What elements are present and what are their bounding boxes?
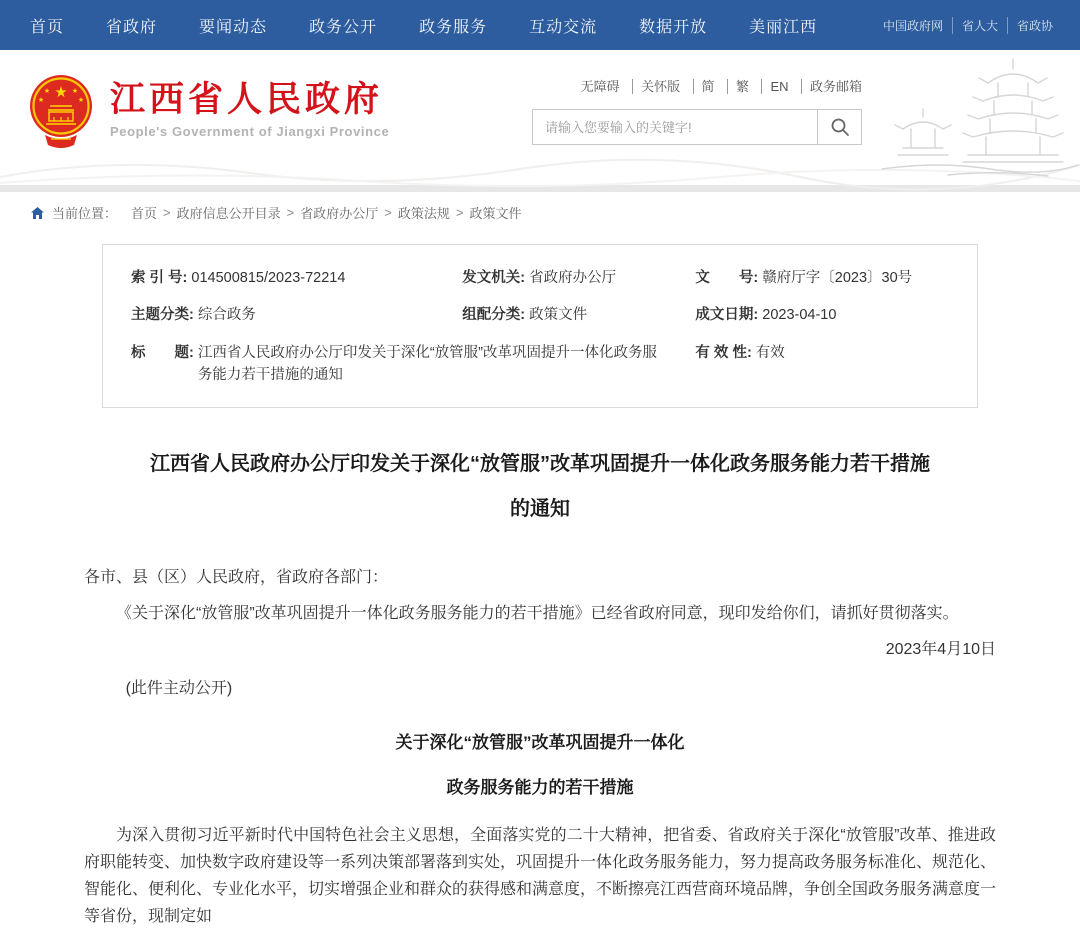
svg-text:★: ★ [43,88,51,95]
meta-issuing-agency [462,267,695,289]
meta-validity [695,342,949,387]
national-emblem-icon [26,72,96,148]
nav-external-links [874,17,1062,34]
link-care-version[interactable]: 关怀版 [632,79,688,94]
svg-text:★: ★ [54,84,68,101]
search-button[interactable] [817,110,861,144]
salutation: 各市、县（区）人民政府，省政府各部门： [84,568,389,586]
breadcrumb-general-office[interactable]: 省政府办公厅 [300,206,379,221]
document-body [84,564,996,930]
breadcrumb-label: 当前位置： [52,206,118,221]
meta-agency-value: 省政府办公厅 [529,270,617,286]
meta-topic-category [131,304,462,326]
nav-item-home[interactable]: 首页 [30,18,65,36]
meta-title-label: 标 题: [131,344,194,361]
nav-item-provincial-government[interactable]: 省政府 [106,18,158,36]
site-header [0,50,1080,185]
page-content [84,244,996,930]
link-accessibility[interactable]: 无障碍 [580,79,620,94]
meta-validity-value: 有效 [755,344,785,361]
breadcrumb-policy-documents[interactable]: 政策文件 [469,206,522,221]
meta-index-number [131,267,462,289]
link-gov-mailbox[interactable]: 政务邮箱 [801,79,862,94]
svg-text:★: ★ [77,97,85,104]
search-bar [532,109,862,145]
meta-index-label: 索 引 号: [131,270,188,286]
meta-topic-value: 综合政务 [197,307,256,324]
meta-group-category [462,304,695,326]
site-subtitle: People's Government of Jiangxi Province [110,124,390,140]
site-logo[interactable] [26,72,389,148]
link-provincial-congress[interactable]: 省人大 [952,17,1007,34]
link-provincial-cppcc[interactable]: 省政协 [1007,17,1062,34]
link-china-gov[interactable]: 中国政府网 [882,18,943,33]
meta-validity-label: 有 效 性: [695,344,752,361]
nav-item-beautiful-jiangxi[interactable]: 美丽江西 [749,18,818,36]
breadcrumb-disclosure-catalog[interactable]: 政府信息公开目录 [176,206,281,221]
paragraph-forwarding: 《关于深化“放管服”改革巩固提升一体化政务服务能力的若干措施》已经省政府同意，现印发给你们，请抓好贯彻落实。 [116,604,959,622]
breadcrumb-separator: > [455,205,464,220]
meta-group-value: 政策文件 [529,307,588,324]
document-title-line2: 的通知 [510,497,570,520]
nav-item-open-data[interactable]: 数据开放 [639,18,708,36]
nav-item-interaction[interactable]: 互动交流 [529,18,598,36]
divider-band [0,185,1080,192]
meta-docnum-value: 赣府厅字〔2023〕30号 [762,270,913,286]
document-meta-grid [131,267,949,387]
document-title [84,442,996,532]
meta-topic-label: 主题分类: [131,307,194,324]
utility-links [532,76,862,96]
site-title: 江西省人民政府 [110,79,384,119]
link-simplified-chinese[interactable]: 简 [693,79,723,94]
meta-document-number [695,267,949,289]
breadcrumb-separator: > [163,205,171,220]
breadcrumb-separator: > [384,205,392,220]
search-input[interactable] [533,110,817,144]
document-title-line1: 江西省人民政府办公厅印发关于深化“放管服”改革巩固提升一体化政务服务能力若干措施 [150,452,930,475]
breadcrumb-policies-regulations[interactable]: 政策法规 [397,206,450,221]
link-english[interactable]: EN [761,79,796,94]
measures-subtitle-line2: 政务服务能力的若干措施 [446,777,634,797]
meta-index-value: 014500815/2023-72214 [191,270,346,286]
link-traditional-chinese[interactable]: 繁 [727,79,757,94]
meta-date-value: 2023-04-10 [762,307,837,324]
search-icon [830,117,850,137]
home-icon [30,206,45,220]
breadcrumb-home[interactable]: 首页 [131,206,158,221]
svg-text:★: ★ [71,88,79,95]
tengwang-pavilion-sketch [878,53,1078,185]
disclosure-note: (此件主动公开) [125,679,233,697]
document-meta-box [102,244,978,408]
svg-text:★: ★ [37,97,45,104]
meta-group-label: 组配分类: [462,307,526,324]
nav-items [30,14,817,37]
meta-date-label: 成文日期: [695,307,759,324]
nav-item-gov-services[interactable]: 政务服务 [419,18,488,36]
meta-agency-label: 发文机关: [462,270,526,286]
nav-item-gov-disclosure[interactable]: 政务公开 [309,18,378,36]
top-navigation-bar [0,0,1080,50]
document-date: 2023年4月10日 [885,640,996,658]
meta-title-value: 江西省人民政府办公厅印发关于深化“放管服”改革巩固提升一体化政务服务能力若干措施的通知 [197,344,657,384]
breadcrumb-separator: > [286,205,295,220]
breadcrumb [0,192,1080,232]
paragraph-preamble: 为深入贯彻习近平新时代中国特色社会主义思想，全面落实党的二十大精神，把省委、省政府关于深化“放管服”改革、推进政府职能转变、加快数字政府建设等一系列决策部署落到实处，巩固提升一体化政务服务能力，努力提高政务服务标准化、规范化、智能化、便利化、专业化水平，切实增强企业和群众的获得感和满意度，不断擦亮江西营商环境品牌，争创全国政务服务满意度一等省份，现制定如 [84,826,997,925]
measures-subtitle [84,720,996,810]
measures-subtitle-line1: 关于深化“放管服”改革巩固提升一体化 [395,732,685,752]
site-title-block [110,81,389,140]
header-right-tools [532,76,862,145]
nav-item-news[interactable]: 要闻动态 [199,18,268,36]
meta-title [131,342,695,387]
meta-docnum-label: 文 号: [695,270,759,286]
meta-issue-date [695,304,949,326]
